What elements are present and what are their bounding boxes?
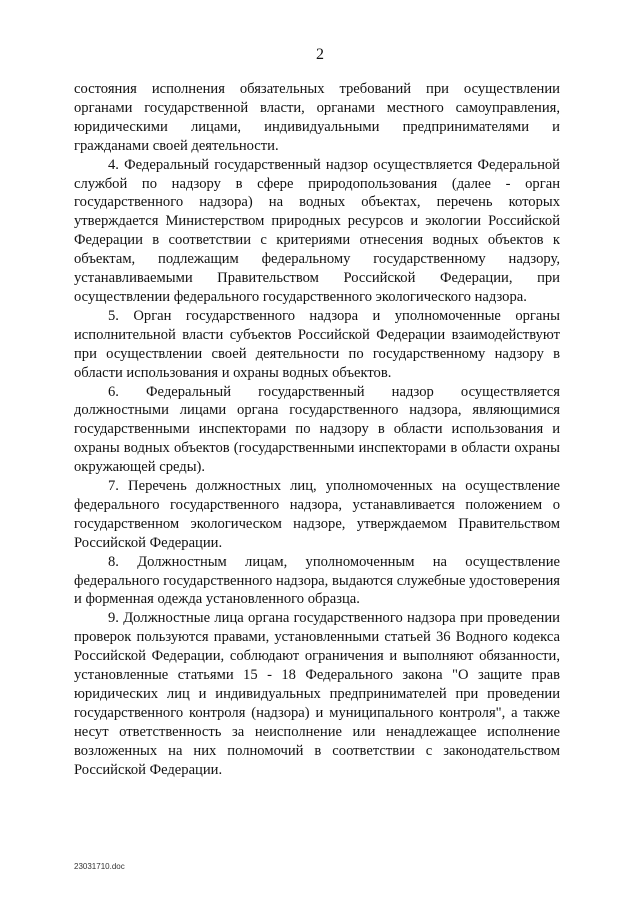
- paragraph-7: 7. Перечень должностных лиц, уполномоченных на осуществление федерального государственного надзора, устанавливается положением о государственном экологическом надзоре, утверждаемом Правительством Российской Федерации.: [74, 478, 560, 551]
- paragraph-4: 4. Федеральный государственный надзор осуществляется Федеральной службой по надзору в сфере природопользования (далее - орган государственного надзора) на водных объектах, перечень которых утверждается Министерством природных ресурсов и экологии Российской Федерации в соответствии с критериями отнесения водных объектов к объектам, подлежащим федеральному государственному надзору, устанавливаемыми Правительством Российской Федерации, при осуществлении федерального государственного экологического надзора.: [74, 156, 560, 305]
- document-body: [74, 80, 560, 780]
- paragraph-6: 6. Федеральный государственный надзор осуществляется должностными лицами органа государственного надзора, являющимися государственными инспекторами по надзору в области использования и охраны водных объектов (государственными инспекторами в области охраны окружающей среды).: [74, 383, 560, 476]
- paragraph-5: 5. Орган государственного надзора и уполномоченные органы исполнительной власти субъектов Российской Федерации взаимодействуют при осуществлении своей деятельности по государственному надзору в области использования и охраны водных объектов.: [74, 307, 560, 381]
- paragraph-continuation: состояния исполнения обязательных требований при осуществлении органами государственной власти, органами местного самоуправления, юридическими лицами, индивидуальными предпринимателями и гражданами своей деятельности.: [74, 81, 560, 154]
- page-number: 2: [316, 46, 324, 63]
- paragraph-9: 9. Должностные лица органа государственного надзора при проведении проверок пользуются правами, установленными статьей 36 Водного кодекса Российской Федерации, соблюдают ограничения и выполняют обязанности, установленные статьями 15 - 18 Федерального закона "О защите прав юридических лиц и индивидуальных предпринимателей при проведении государственного контроля (надзора) и муниципального контроля", а также несут ответственность за неисполнение или ненадлежащее исполнение возложенных на них полномочий в соответствии с законодательством Российской Федерации.: [74, 610, 560, 778]
- file-name-footer: 23031710.doc: [74, 862, 125, 871]
- paragraph-8: 8. Должностным лицам, уполномоченным на осуществление федерального государственного надзора, выдаются служебные удостоверения и форменная одежда установленного образца.: [74, 553, 560, 608]
